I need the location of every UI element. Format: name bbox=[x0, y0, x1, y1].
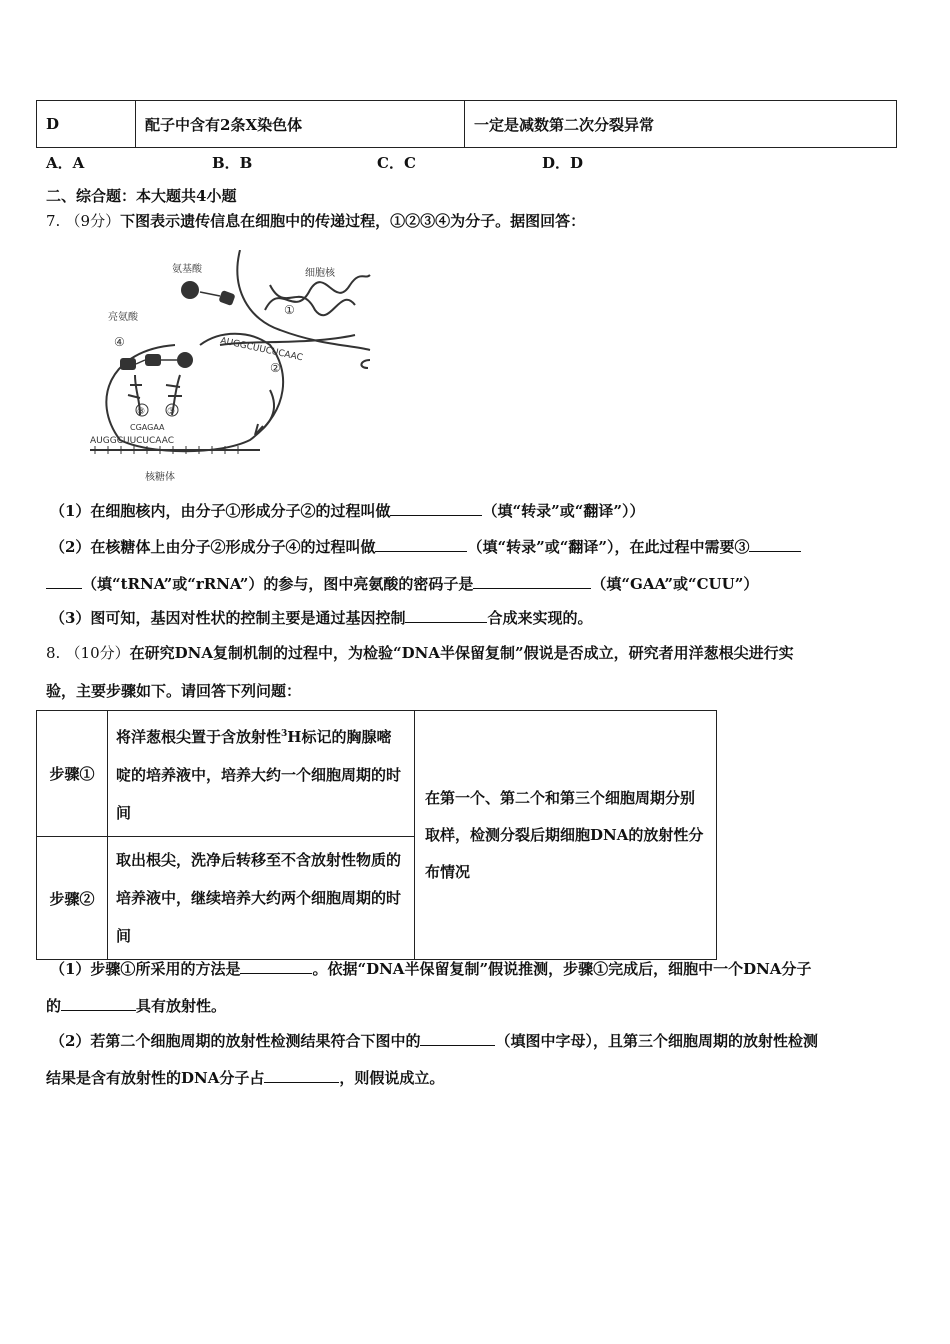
answer-blank-q7-2[interactable] bbox=[375, 537, 467, 552]
amino-acid-free-2 bbox=[218, 290, 235, 306]
answer-blank-q8-3[interactable] bbox=[420, 1031, 495, 1046]
answer-blank-q8-2[interactable] bbox=[61, 996, 136, 1011]
label-circle-3a: ③ bbox=[137, 407, 146, 417]
gene-expression-figure bbox=[80, 250, 390, 490]
label-circle-1: ① bbox=[284, 303, 295, 317]
answer-table-row bbox=[36, 100, 897, 148]
q8-stem-line2: 验，主要步骤如下。请回答下列问题： bbox=[46, 682, 302, 700]
label-mrna-top: AUGGCUUCUCAAC bbox=[219, 336, 304, 364]
table-cell-condition: 配子中含有2条X染色体 bbox=[136, 101, 465, 148]
option-a[interactable]: A．A bbox=[46, 154, 85, 172]
q8-part1-line2: 的 具有放射性。 bbox=[46, 997, 227, 1015]
label-circle-4: ④ bbox=[114, 335, 125, 349]
section-heading: 二、综合题：本大题共4小题 bbox=[46, 187, 237, 205]
amino-acid-chain-3 bbox=[177, 352, 193, 368]
answer-blank-q7-3a[interactable] bbox=[749, 537, 801, 552]
step1-label: 步骤① bbox=[37, 711, 108, 837]
q7-stem: 7. （9分）下图表示遗传信息在细胞中的传递过程，①②③④为分子。据图回答： bbox=[46, 212, 586, 230]
label-amino-acid: 氨基酸 bbox=[172, 264, 202, 275]
step2-text: 取出根尖，洗净后转移至不含放射性物质的培养液中，继续培养大约两个细胞周期的时间 bbox=[108, 837, 415, 960]
answer-blank-q7-4[interactable] bbox=[473, 574, 591, 589]
label-mrna-bottom: AUGGCUUCUCAAC bbox=[90, 436, 174, 446]
label-anticodon: CGAGAA bbox=[130, 423, 165, 432]
q7-part3: （3）图可知，基因对性状的控制主要是通过基因控制 合成来实现的。 bbox=[50, 609, 593, 627]
label-nucleus: 细胞核 bbox=[305, 268, 335, 279]
detection-text: 在第一个、第二个和第三个细胞周期分别取样，检测分裂后期细胞DNA的放射性分布情况 bbox=[415, 711, 717, 960]
q7-part2-line1: （2）在核糖体上由分子②形成分子④的过程叫做 （填“转录”或“翻译”），在此过程中需要③ bbox=[50, 536, 801, 558]
option-c[interactable]: C．C bbox=[377, 154, 416, 172]
answer-blank-q7-3b[interactable] bbox=[46, 574, 82, 589]
option-d[interactable]: D．D bbox=[542, 154, 584, 172]
q8-stem-line1: 8. （10分）在研究DNA复制机制的过程中，为检验“DNA半保留复制”假说是否成立，研究者用洋葱根尖进行实 bbox=[46, 644, 794, 662]
q8-part2-line1: （2）若第二个细胞周期的放射性检测结果符合下图中的 （填图中字母），且第三个细胞周期的放射性检测 bbox=[50, 1032, 818, 1050]
answer-blank-q8-4[interactable] bbox=[264, 1068, 339, 1083]
label-circle-3b: ③ bbox=[167, 407, 176, 417]
table-cell-option: D bbox=[37, 101, 136, 148]
label-circle-2: ② bbox=[270, 361, 281, 375]
step1-text: 将洋葱根尖置于含放射性$^3$H标记的胸腺嘧啶的培养液中，培养大约一个细胞周期的时间 bbox=[108, 711, 415, 837]
answer-blank-q7-1[interactable] bbox=[390, 501, 482, 516]
q7-part1: （1）在细胞核内，由分子①形成分子②的过程叫做 （填“转录”或“翻译”）） bbox=[50, 502, 645, 520]
step2-label: 步骤② bbox=[37, 837, 108, 960]
q8-part1-line1: （1）步骤①所采用的方法是 。依据“DNA半保留复制”假说推测，步骤①完成后，细胞中一个DNA分子 bbox=[50, 960, 812, 978]
q7-part2-line2: （填“tRNA”或“rRNA”）的参与，图中亮氨酸的密码子是 （填“GAA”或“CUU”） bbox=[46, 573, 758, 595]
q8-part2-line2: 结果是含有放射性的DNA分子占 ，则假说成立。 bbox=[46, 1069, 445, 1087]
answer-blank-q7-5[interactable] bbox=[405, 608, 487, 623]
table-cell-conclusion: 一定是减数第二次分裂异常 bbox=[465, 101, 897, 148]
amino-acid-chain-1 bbox=[120, 358, 136, 370]
amino-acid-chain-2 bbox=[145, 354, 161, 366]
label-ribosome: 核糖体 bbox=[145, 472, 175, 483]
amino-acid-free bbox=[181, 281, 199, 299]
option-b[interactable]: B．B bbox=[212, 154, 253, 172]
experiment-steps-table bbox=[36, 710, 717, 960]
label-leucine: 亮氨酸 bbox=[108, 312, 138, 323]
answer-blank-q8-1[interactable] bbox=[240, 959, 312, 974]
